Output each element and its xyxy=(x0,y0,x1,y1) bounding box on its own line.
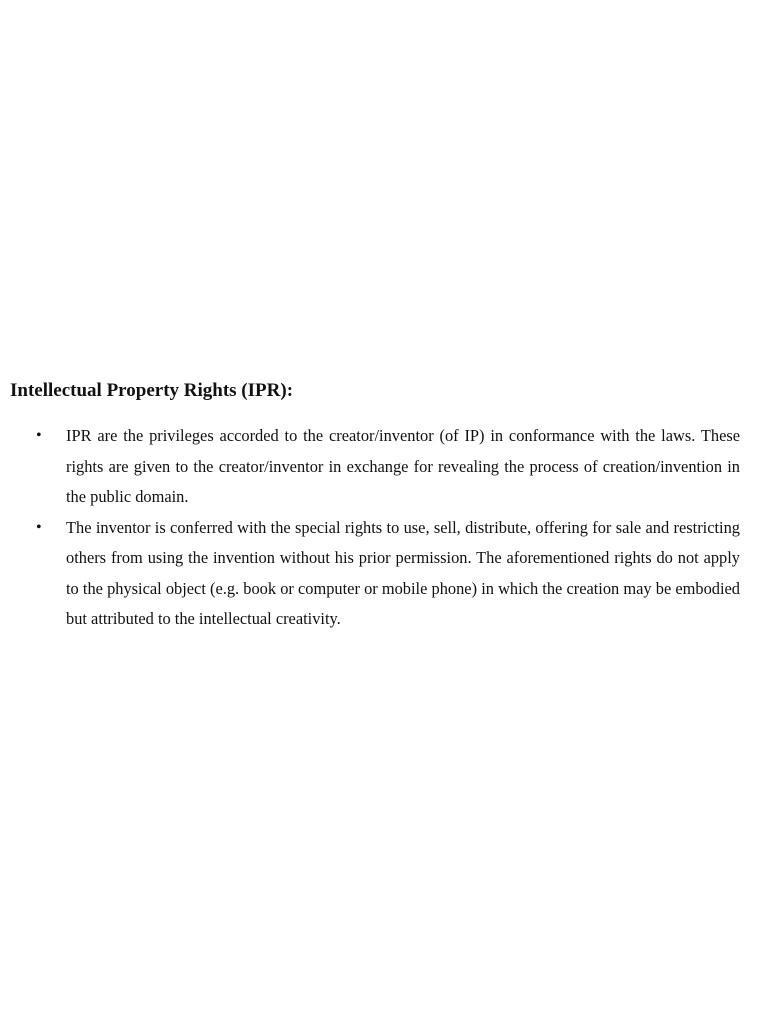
bullet-dot-icon: • xyxy=(36,427,42,444)
bullet-text: The inventor is conferred with the special rights to use, sell, distribute, offering for sale and restricting others from using the invention without his prior permission. The aforementioned rights do not apply to the physical object (e.g. book or computer or mobile phone) in which the creation may be embodied but attributed to the intellectual creativity. xyxy=(66,517,740,628)
bullet-item xyxy=(10,421,740,513)
bullet-text: IPR are the privileges accorded to the creator/inventor (of IP) in conformance with the laws. These rights are given to the creator/inventor in exchange for revealing the process of creation/invention in the public domain. xyxy=(66,426,740,506)
ipr-section xyxy=(10,377,740,635)
bullet-dot-icon: • xyxy=(36,518,42,536)
bullet-item xyxy=(10,513,740,635)
bullet-list xyxy=(10,421,740,635)
section-heading: Intellectual Property Rights (IPR): xyxy=(10,380,294,401)
